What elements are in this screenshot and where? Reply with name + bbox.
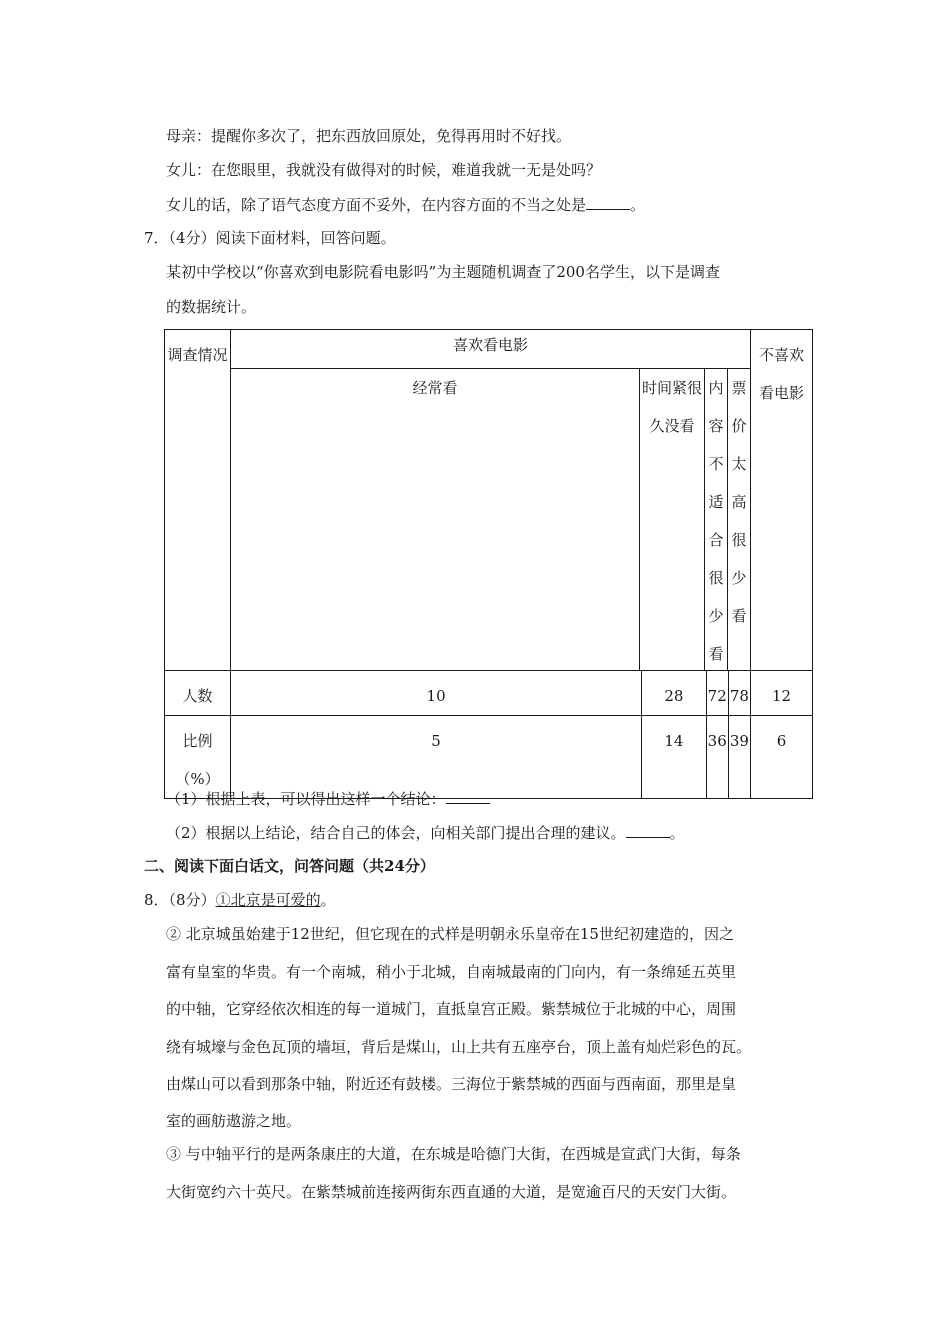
q8-heading (144, 890, 336, 910)
cell-value: 5 (231, 716, 642, 799)
table-row (165, 671, 813, 716)
paragraph-2-line: 富有皇室的华贵。有一个南城，稍小于北城，自南城最南的门向内，有一条绵延五英里 (166, 963, 737, 981)
subheader-content: 内容不适合很少看 (705, 369, 728, 670)
like-movies-group (231, 330, 751, 671)
q7-sub-question-2 (166, 822, 685, 843)
cell-value: 39 (728, 716, 750, 799)
cell-value: 14 (642, 716, 706, 799)
paragraph-2-line: 的中轴，它穿经依次相连的每一道城门，直抵皇宫正殿。紫禁城位于北城的中心，周围 (166, 1000, 737, 1018)
paragraph-2-line: 绕有城壕与金色瓦顶的墙垣，背后是煤山，山上共有五座亭台，顶上盖有灿烂彩色的瓦。 (166, 1038, 752, 1056)
q7-sub-question-1 (166, 788, 490, 809)
paragraph-3-line: ③ 与中轴平行的是两条康庄的大道，在东城是哈德门大街，在西城是宣武门大街，每条 (166, 1145, 741, 1163)
q7-sub1-text: （1）根据上表，可以得出这样一个结论： (166, 790, 446, 808)
cell-value: 28 (642, 671, 706, 716)
paragraph-2-line: 室的画舫遨游之地。 (166, 1112, 302, 1130)
q7-heading: 7．（4分）阅读下面材料，回答问题。 (144, 229, 396, 247)
row-label: 人数 (165, 671, 231, 716)
subheader-price: 票价太高很少看 (731, 379, 747, 625)
table-row (165, 716, 813, 799)
cell-value: 72 (706, 671, 728, 716)
paragraph-2-line: 由煤山可以看到那条中轴，附近还有鼓楼。三海位于紫禁城的西面与西南面，那里是皇 (166, 1075, 737, 1093)
paragraph-3-line: 大街宽约六十英尺。在紫禁城前连接两街东西直通的大道，是宽逾百尺的天安门大街。 (166, 1183, 737, 1201)
q6-prompt-end: 。 (630, 196, 646, 214)
table-corner-header: 调查情况 (165, 330, 231, 671)
cell-value: 78 (728, 671, 750, 716)
q6-prompt-text: 女儿的话，除了语气态度方面不妥外，在内容方面的不当之处是 (166, 196, 587, 214)
dialogue-mother: 母亲：提醒你多次了，把东西放回原处，免得再用时不好找。 (166, 127, 572, 145)
q7-sub2-text: （2）根据以上结论，结合自己的体会，向相关部门提出合理的建议。 (166, 824, 626, 842)
cell-value: 10 (231, 671, 642, 716)
q7-sub2-end: 。 (669, 824, 685, 842)
subheader-busy: 时间紧很久没看 (640, 369, 705, 670)
q8-passage-title: ①北京是可爱的 (215, 891, 321, 909)
q7-material-line-2: 的数据统计。 (166, 298, 257, 316)
like-movies-header: 喜欢看电影 (231, 330, 750, 369)
answer-blank[interactable] (446, 788, 490, 804)
q7-material-line-1: 某初中学校以“你喜欢到电影院看电影吗”为主题随机调查了200名学生，以下是调查 (166, 263, 720, 281)
row-label: 比例（%） (165, 716, 231, 799)
cell-value: 6 (751, 716, 813, 799)
dislike-movies-header: 不喜欢看电影 (751, 330, 813, 671)
q8-title-end: 。 (320, 891, 336, 909)
q6-prompt (166, 194, 645, 215)
survey-table (164, 329, 813, 799)
cell-value: 36 (706, 716, 728, 799)
paragraph-2-line: ② 北京城虽始建于12世纪，但它现在的式样是明朝永乐皇帝在15世纪初建造的，因之 (166, 925, 734, 943)
cell-value: 12 (751, 671, 813, 716)
section-2-heading: 二、阅读下面白话文，问答问题（共24分） (144, 857, 435, 875)
answer-blank[interactable] (626, 822, 670, 838)
answer-blank[interactable] (586, 194, 630, 210)
q8-number: 8．（8分） (144, 891, 216, 909)
subheader-often: 经常看 (231, 369, 640, 670)
dialogue-daughter: 女儿：在您眼里，我就没有做得对的时候，难道我就一无是处吗？ (166, 161, 602, 179)
